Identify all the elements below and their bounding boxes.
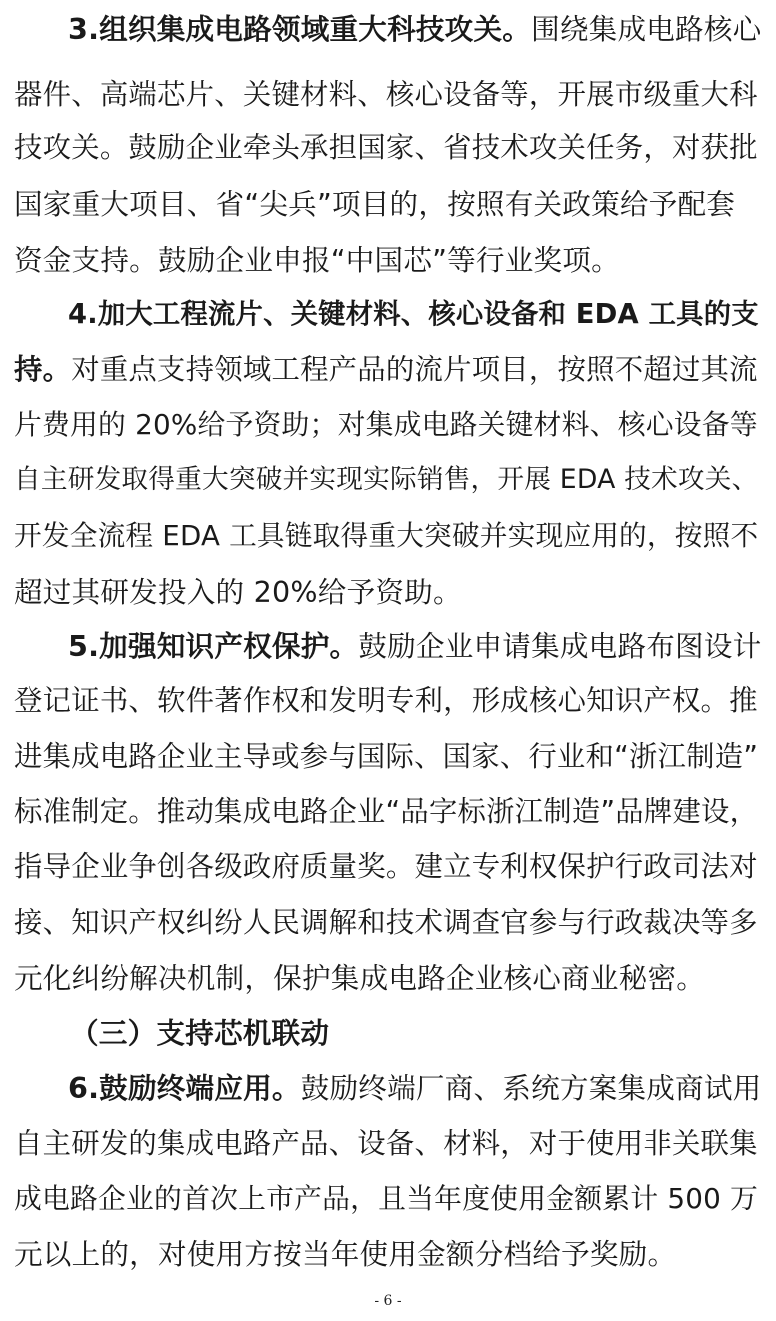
paragraph-line: 自主研发的集成电路产品、设备、材料，对于使用非关联集 [14, 1127, 758, 1160]
paragraph-line: 元以上的，对使用方按当年使用金额分档给予奖励。 [14, 1237, 677, 1271]
paragraph-line: 进集成电路企业主导或参与国际、国家、行业和“浙江制造” [14, 740, 759, 773]
section-heading: 4.加大工程流片、关键材料、核心设备和 EDA 工具的支 [68, 299, 759, 330]
subsection-heading: （三）支持芯机联动 [70, 1016, 330, 1050]
paragraph-line: 国家重大项目、省“尖兵”项目的，按照有关政策给予配套 [14, 187, 736, 221]
section-heading: 3.组织集成电路领域重大科技攻关。 [68, 12, 532, 46]
paragraph-line: 超过其研发投入的 20%给予资助。 [14, 575, 462, 609]
section-heading: 持。 [14, 353, 72, 386]
paragraph-line: 登记证书、软件著作权和发明专利，形成核心知识产权。推 [14, 684, 758, 717]
paragraph-line: 资金支持。鼓励企业申报“中国芯”等行业奖项。 [14, 243, 620, 277]
paragraph-line: 接、知识产权纠纷人民调解和技术调查官参与行政裁决等多 [14, 906, 758, 939]
paragraph-text: 鼓励终端厂商、系统方案集成商试用 [300, 1071, 762, 1105]
paragraph-line: 开发全流程 EDA 工具链取得重大突破并实现应用的，按照不 [14, 519, 759, 552]
section-heading: 5.加强知识产权保护。 [68, 629, 359, 663]
paragraph-line: 技攻关。鼓励企业牵头承担国家、省技术攻关任务，对获批 [14, 131, 758, 164]
paragraph-line: 成电路企业的首次上市产品，且当年度使用金额累计 500 万 [14, 1182, 759, 1215]
page-number: - 6 - [374, 1293, 402, 1309]
paragraph-line: 指导企业争创各级政府质量奖。建立专利权保护行政司法对 [14, 850, 758, 883]
paragraph-line: 标准制定。推动集成电路企业“品字标浙江制造”品牌建设， [14, 795, 759, 828]
paragraph-line [68, 7, 762, 51]
section-heading: 6.鼓励终端应用。 [68, 1071, 301, 1105]
paragraph-line: 器件、高端芯片、关键材料、核心设备等，开展市级重大科 [14, 78, 758, 111]
paragraph-text: 围绕集成电路核心 [531, 12, 762, 46]
paragraph-text: 对重点支持领域工程产品的流片项目，按照不超过其流 [71, 353, 758, 386]
paragraph-line [68, 624, 762, 668]
paragraph-line [68, 1066, 762, 1110]
paragraph-line [14, 348, 762, 392]
paragraph-line: 元化纠纷解决机制，保护集成电路企业核心商业秘密。 [14, 961, 706, 995]
paragraph-line: 片费用的 20%给予资助；对集成电路关键材料、核心设备等 [14, 408, 758, 441]
paragraph-text: 鼓励企业申请集成电路布图设计 [358, 629, 762, 663]
paragraph-line: 自主研发取得重大突破并实现实际销售，开展 EDA 技术攻关、 [14, 464, 759, 495]
